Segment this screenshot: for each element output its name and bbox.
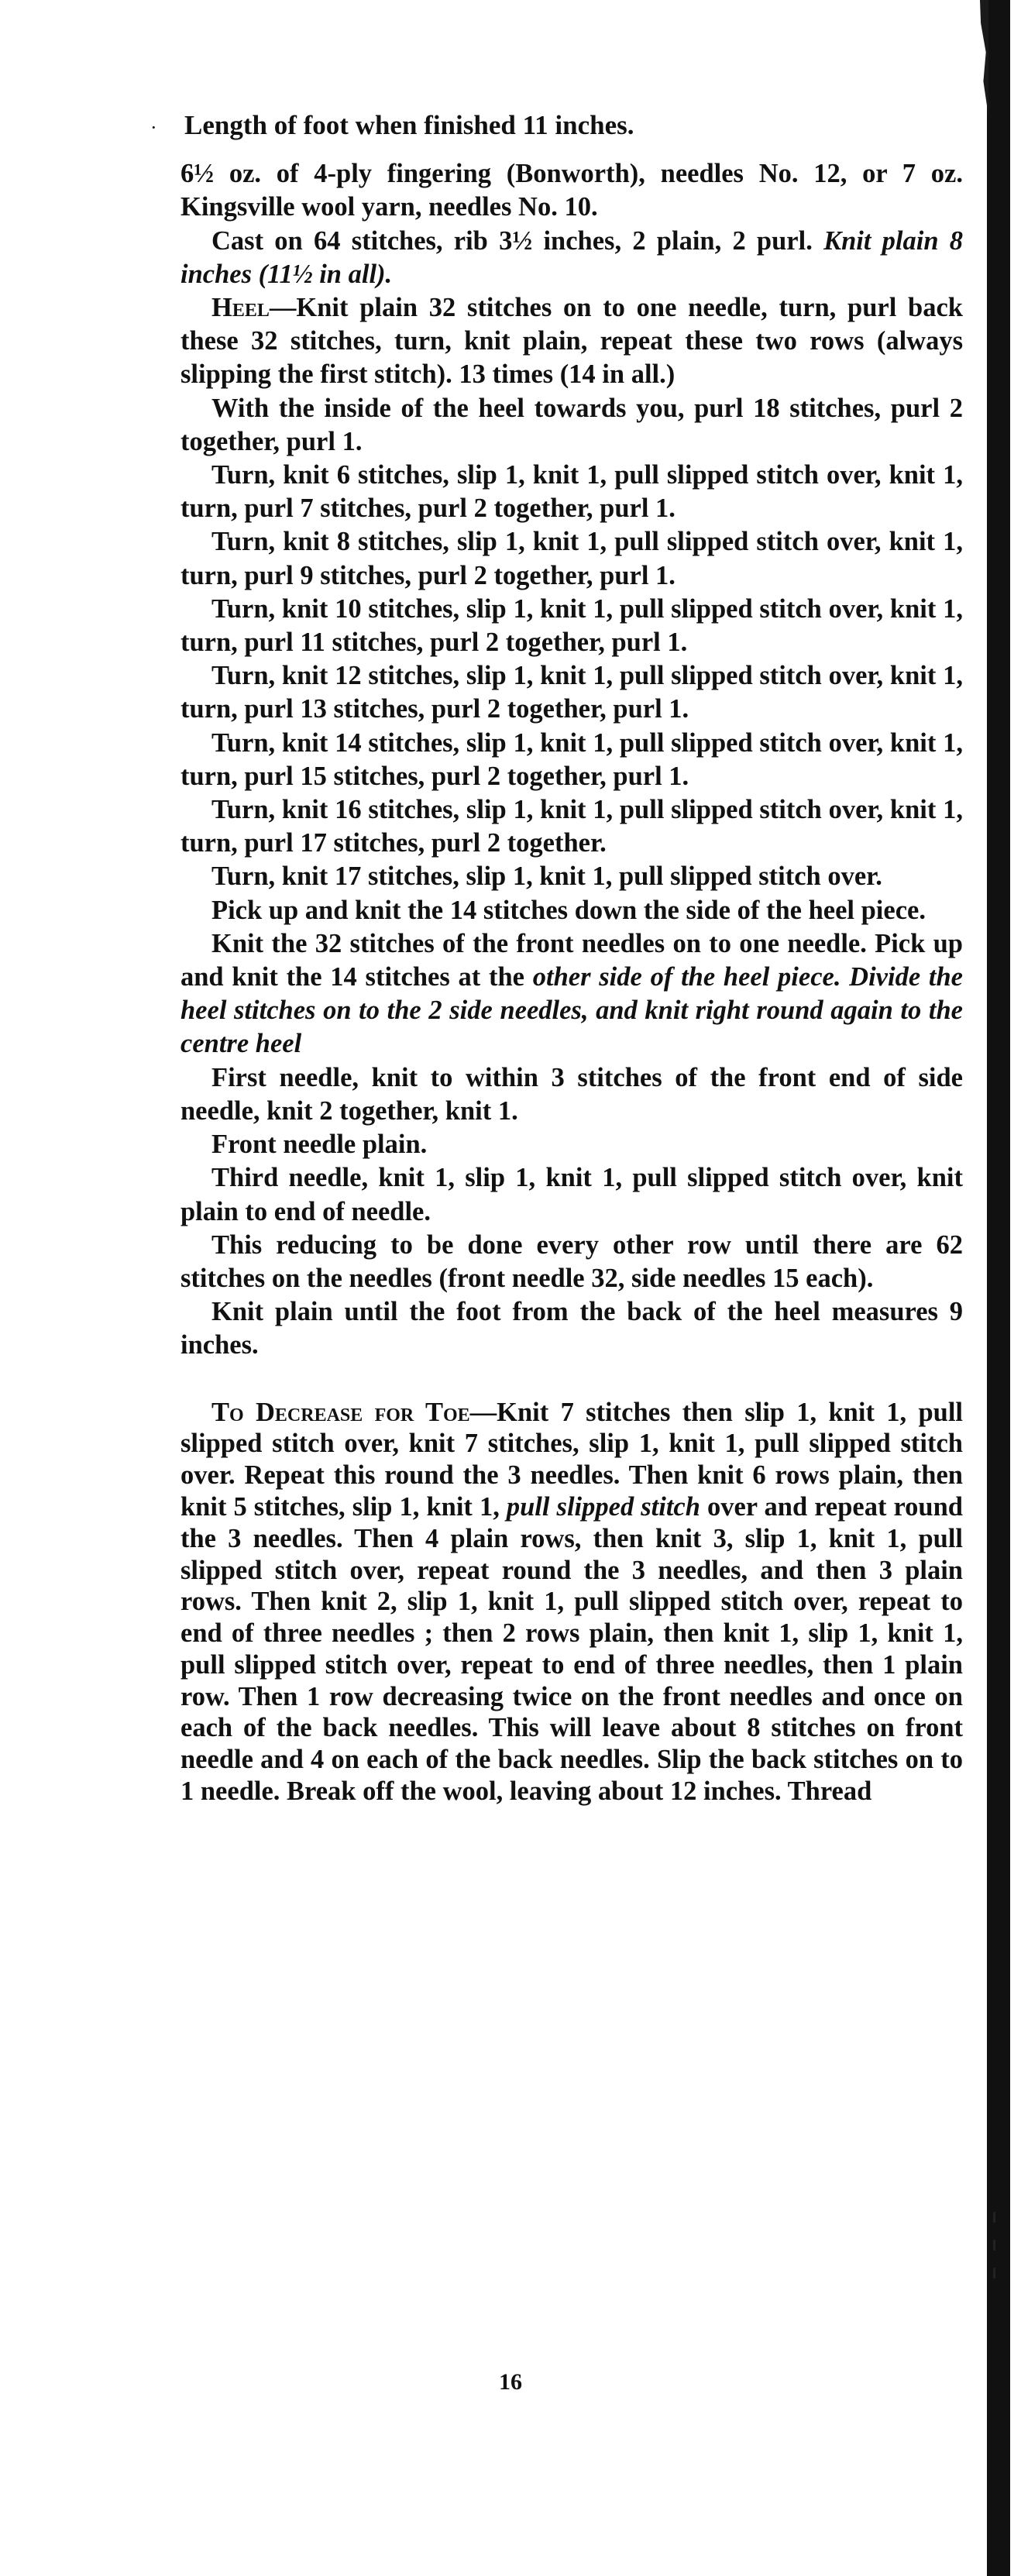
front-needles-paragraph xyxy=(180,927,963,1061)
turn-10-paragraph: Turn, knit 10 stitches, slip 1, knit 1, pull slipped stitch over, knit 1, turn, purl 11 stitches, purl 2 together, purl 1. xyxy=(180,593,963,658)
knit-plain-paragraph: Knit plain until the foot from the back of the heel measures 9 inches. xyxy=(180,1297,963,1360)
turn-17-paragraph: Turn, knit 17 stitches, slip 1, knit 1, pull slipped stitch over. xyxy=(211,862,882,892)
turn-6-paragraph: Turn, knit 6 stitches, slip 1, knit 1, pull slipped stitch over, knit 1, turn, purl 7 stitches, purl 2 together, purl 1. xyxy=(180,460,963,524)
front-needle-paragraph: Front needle plain. xyxy=(211,1130,428,1160)
toe-heading: To Decrease for Toe xyxy=(211,1397,470,1427)
toe-italic-text: pull slipped stitch xyxy=(506,1491,700,1522)
materials-paragraph: 6½ oz. of 4-ply fingering (Bonworth), needles No. 12, or 7 oz. Kingsville wool yarn, needles No. 10. xyxy=(180,159,963,222)
turn-8-paragraph: Turn, knit 8 stitches, slip 1, knit 1, pull slipped stitch over, knit 1, turn, purl 9 stitches, purl 2 together, purl 1. xyxy=(180,527,963,590)
edge-marks xyxy=(993,2212,999,2296)
reducing-paragraph: This reducing to be done every other row until there are 62 stitches on the needles (front needle 32, side needles 15 each). xyxy=(180,1230,963,1293)
front-needles-italic-text: other side of the heel piece. Divide the heel stitches on to the 2 side needles, and knit right round again to the centre heel xyxy=(180,962,963,1059)
turn-12-paragraph: Turn, knit 12 stitches, slip 1, knit 1, pull slipped stitch over, knit 1, turn, purl 13 stitches, purl 2 together, purl 1. xyxy=(180,661,963,724)
pick-up-paragraph: Pick up and knit the 14 stitches down the side of the heel piece. xyxy=(211,895,926,925)
edge-mark xyxy=(993,2268,995,2279)
heel-text: —Knit plain 32 stitches on to one needle, turn, purl back these 32 stitches, turn, knit plain, repeat these two rows (always slipping the first stitch). 13 times (14 in all.) xyxy=(180,293,963,390)
toe-text: —Knit 7 stitches then slip 1, knit 1, pull slipped stitch over, knit 7 stitches, slip 1, knit 1, pull slipped stitch over. Repeat this round the 3 needles. Then knit 6 rows plain, then knit 5 stitches, slip 1, knit 1, xyxy=(180,1397,964,1522)
toe-text-continued: over and repeat round the 3 needles. Then 4 plain rows, then knit 3, slip 1, knit 1, pull slipped stitch over, repeat round the 3 needles, and then 3 plain rows. Then knit 2, slip 1, knit 1, pull slipped stitch over, repeat to end of three needles ; then 2 rows plain, then knit 1, slip 1, knit 1, pull slipped stitch over, repeat to end of three needles, then 1 plain row. Then 1 row decreasing twice on the front needles and once on each of the back needles. This will leave about 8 stitches on front needle and 4 on each of the back needles. Slip the back stitches on to 1 needle. xyxy=(180,1491,963,1807)
inside-heel-paragraph: With the inside of the heel towards you, purl 18 stitches, purl 2 together, purl 1. xyxy=(180,393,963,456)
toe-text-end: Thread xyxy=(781,1776,872,1807)
turn-14-paragraph: Turn, knit 14 stitches, slip 1, knit 1, pull slipped stitch over, knit 1, turn, purl 15 stitches, purl 2 together, purl 1. xyxy=(180,727,963,791)
pattern-text xyxy=(180,108,963,1807)
edge-mark xyxy=(993,2212,995,2223)
page-binding-edge xyxy=(987,0,1010,2576)
cast-on-text: Cast on 64 stitches, rib 3½ inches, 2 plain, 2 purl. xyxy=(211,225,813,256)
page-number: 16 xyxy=(499,2369,522,2395)
first-needle-paragraph: First needle, knit to within 3 stitches of the front end of side needle, knit 2 together, knit 1. xyxy=(180,1062,963,1126)
toe-bold-text: Break off the wool, leaving about 12 inches. xyxy=(287,1776,782,1807)
heel-heading: Heel xyxy=(211,293,270,323)
page-title: Length of foot when finished 11 inches. xyxy=(184,110,634,140)
edge-mark xyxy=(993,2240,995,2251)
toe-paragraph xyxy=(180,1397,963,1807)
section-gap xyxy=(180,1363,963,1397)
turn-16-paragraph: Turn, knit 16 stitches, slip 1, knit 1, pull slipped stitch over, knit 1, turn, purl 17 stitches, purl 2 together. xyxy=(180,795,963,858)
knit-plain-text: Knit plain 8 inches (11½ in all). xyxy=(180,225,963,289)
front-needles-text: Knit the 32 stitches of the front needles on to one needle. Pick up and knit the 14 stitches at the xyxy=(180,928,963,992)
third-needle-paragraph: Third needle, knit 1, slip 1, knit 1, pull slipped stitch over, knit plain to end of needle. xyxy=(180,1163,963,1226)
margin-dot: · xyxy=(150,116,157,139)
cast-on-paragraph xyxy=(180,225,963,291)
heel-paragraph xyxy=(180,291,963,392)
